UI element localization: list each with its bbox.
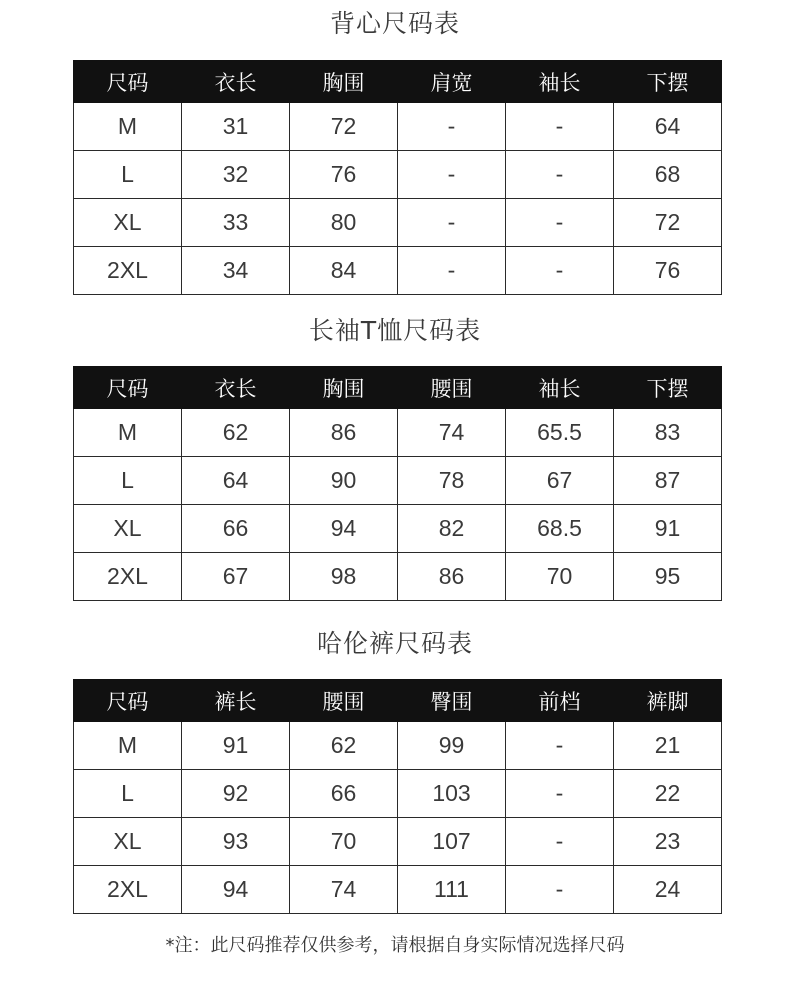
table-cell: 78 <box>398 457 506 505</box>
table-cell: 66 <box>290 770 398 818</box>
table-cell: - <box>506 866 614 914</box>
pants-size-table-title: 哈伦裤尺码表 <box>316 629 473 658</box>
size-cell: XL <box>74 818 182 866</box>
table-cell: 99 <box>398 722 506 770</box>
table-cell: 64 <box>614 103 722 151</box>
table-cell: 66 <box>182 505 290 553</box>
header-cell: 裤脚 <box>614 680 722 722</box>
size-cell: 2XL <box>74 553 182 601</box>
table-row <box>74 722 722 770</box>
table-cell: - <box>506 247 614 295</box>
table-row <box>74 553 722 601</box>
header-cell: 腰围 <box>398 367 506 409</box>
size-cell: 2XL <box>74 247 182 295</box>
table-header-row <box>74 367 722 409</box>
size-cell: XL <box>74 505 182 553</box>
pants-size-table <box>73 679 722 914</box>
size-cell: M <box>74 409 182 457</box>
table-cell: 62 <box>182 409 290 457</box>
size-cell: M <box>74 103 182 151</box>
tshirt-size-table <box>73 366 722 601</box>
header-cell: 下摆 <box>614 61 722 103</box>
table-cell: 90 <box>290 457 398 505</box>
header-cell: 衣长 <box>182 367 290 409</box>
table-cell: 65.5 <box>506 409 614 457</box>
size-cell: L <box>74 770 182 818</box>
table-cell: 70 <box>290 818 398 866</box>
table-cell: 95 <box>614 553 722 601</box>
table-cell: 33 <box>182 199 290 247</box>
header-cell: 腰围 <box>290 680 398 722</box>
table-cell: - <box>398 103 506 151</box>
header-cell: 臀围 <box>398 680 506 722</box>
header-cell: 肩宽 <box>398 61 506 103</box>
table-cell: 103 <box>398 770 506 818</box>
table-cell: 76 <box>290 151 398 199</box>
header-cell: 尺码 <box>74 367 182 409</box>
table-cell: 34 <box>182 247 290 295</box>
header-cell: 衣长 <box>182 61 290 103</box>
header-cell: 胸围 <box>290 367 398 409</box>
vest-size-table-title: 背心尺码表 <box>329 9 460 38</box>
table-cell: - <box>506 151 614 199</box>
table-header-row <box>74 61 722 103</box>
table-row <box>74 103 722 151</box>
header-cell: 袖长 <box>506 367 614 409</box>
table-cell: 23 <box>614 818 722 866</box>
table-cell: 82 <box>398 505 506 553</box>
table-cell: 93 <box>182 818 290 866</box>
table-cell: 72 <box>614 199 722 247</box>
table-cell: 87 <box>614 457 722 505</box>
header-cell: 胸围 <box>290 61 398 103</box>
table-header-row <box>74 680 722 722</box>
table-cell: - <box>398 151 506 199</box>
table-row <box>74 199 722 247</box>
size-cell: XL <box>74 199 182 247</box>
table-cell: 31 <box>182 103 290 151</box>
table-cell: 24 <box>614 866 722 914</box>
table-cell: - <box>398 247 506 295</box>
table-row <box>74 151 722 199</box>
table-cell: - <box>506 722 614 770</box>
table-cell: 76 <box>614 247 722 295</box>
table-cell: 62 <box>290 722 398 770</box>
table-cell: 74 <box>398 409 506 457</box>
table-cell: 91 <box>182 722 290 770</box>
table-cell: - <box>506 818 614 866</box>
size-cell: 2XL <box>74 866 182 914</box>
table-cell: 72 <box>290 103 398 151</box>
table-cell: - <box>506 199 614 247</box>
table-cell: 107 <box>398 818 506 866</box>
size-cell: M <box>74 722 182 770</box>
table-cell: 84 <box>290 247 398 295</box>
table-row <box>74 409 722 457</box>
vest-size-table <box>73 60 722 295</box>
header-cell: 前档 <box>506 680 614 722</box>
table-cell: 22 <box>614 770 722 818</box>
table-cell: 86 <box>290 409 398 457</box>
table-cell: 64 <box>182 457 290 505</box>
table-cell: 111 <box>398 866 506 914</box>
table-row <box>74 457 722 505</box>
header-cell: 尺码 <box>74 680 182 722</box>
table-cell: 80 <box>290 199 398 247</box>
header-cell: 裤长 <box>182 680 290 722</box>
table-cell: - <box>506 770 614 818</box>
table-row <box>74 247 722 295</box>
table-cell: 92 <box>182 770 290 818</box>
table-row <box>74 505 722 553</box>
table-cell: - <box>398 199 506 247</box>
table-cell: 74 <box>290 866 398 914</box>
table-cell: 68.5 <box>506 505 614 553</box>
table-cell: 91 <box>614 505 722 553</box>
size-recommendation-note: *注：此尺码推荐仅供参考，请根据自身实际情况选择尺码 <box>165 935 625 956</box>
size-cell: L <box>74 457 182 505</box>
table-row <box>74 818 722 866</box>
tshirt-size-table-title: 长袖T恤尺码表 <box>308 316 482 345</box>
table-cell: 94 <box>290 505 398 553</box>
table-row <box>74 770 722 818</box>
table-cell: 70 <box>506 553 614 601</box>
header-cell: 尺码 <box>74 61 182 103</box>
table-cell: 32 <box>182 151 290 199</box>
size-cell: L <box>74 151 182 199</box>
table-cell: 21 <box>614 722 722 770</box>
table-cell: 67 <box>182 553 290 601</box>
table-row <box>74 866 722 914</box>
header-cell: 下摆 <box>614 367 722 409</box>
table-cell: 86 <box>398 553 506 601</box>
table-cell: 68 <box>614 151 722 199</box>
table-cell: 94 <box>182 866 290 914</box>
table-cell: 83 <box>614 409 722 457</box>
table-cell: 98 <box>290 553 398 601</box>
table-cell: - <box>506 103 614 151</box>
header-cell: 袖长 <box>506 61 614 103</box>
table-cell: 67 <box>506 457 614 505</box>
